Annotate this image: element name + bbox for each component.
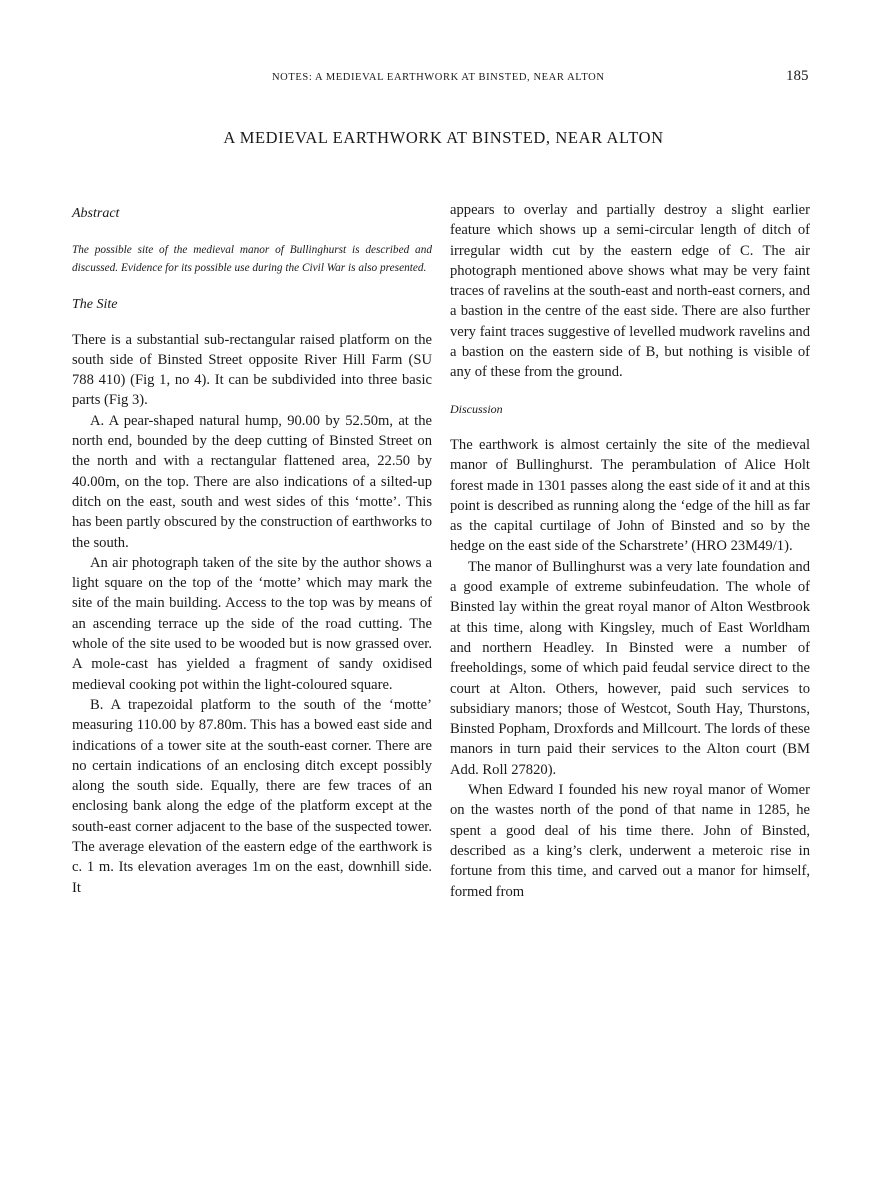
discussion-heading: Discussion — [450, 401, 503, 416]
site-paragraph-3: An air photograph taken of the site by the author shows a light square on the top of the ‘motte’ which may mark the site of the main building. Access to the top was by means of an ascending terrace up the side of the road cutting. The whole of the site used to be wooded but is now grassed over. A mole-cast has yielded a fragment of sandy oxidised medieval cooking pot within the light-coloured square. — [72, 554, 432, 693]
discussion-paragraph-2: The manor of Bullinghurst was a very late foundation and a good example of extreme subinfeudation. The whole of Binsted lay within the great royal manor of Alton Westbrook at this time, along with Kingsley, much of East Worldham and northern Headley. In Binsted were a number of freeholdings, some of which paid feudal service direct to the court at Alton. Others, however, paid such services to subsidiary manors; those of Westcot, South Hay, Thurstons, Binsted Popham, Droxfords and Millcourt. The lords of these manors in turn paid their services to the Alton court (BM Add. Roll 27820). — [450, 558, 810, 778]
page-number: 185 — [786, 68, 809, 84]
site-heading: The Site — [72, 297, 118, 313]
abstract-text: The possible site of the medieval manor of Bullinghurst is described and discussed. Evidence for its possible use during the Civil War is also presented. — [72, 244, 432, 274]
site-paragraph-1: There is a substantial sub-rectangular raised platform on the south side of Binsted Street opposite River Hill Farm (SU 788 410) (Fig 1, no 4). It can be subdivided into three basic parts (Fig 3). — [72, 331, 432, 409]
running-head — [0, 70, 887, 90]
discussion-paragraph-1: The earthwork is almost certainly the site of the medieval manor of Bullinghurst. The perambulation of Alice Holt forest made in 1301 passes along the east side of it and at this point is described as running along the ‘edge of the hill as far as the capital curtilage of John of Binsted and so by the hedge on the east side of the Scharstrete’ (HRO 23M49/1). — [450, 436, 810, 555]
right-column — [450, 200, 810, 902]
discussion-paragraph-3: When Edward I founded his new royal manor of Womer on the wastes north of the pond of that name in 1285, he spent a good deal of his time there. John of Binsted, described as a king’s clerk, underwent a meteroic rise in fortune from this time, and carved out a manor for himself, formed from — [450, 782, 810, 900]
site-paragraph-4: B. A trapezoidal platform to the south of the ‘motte’ measuring 110.00 by 87.80m. This has a bowed east side and indications of a tower site at the south-east corner. There are no certain indications of an enclosing ditch except possibly along the south side. Equally, there are few traces of an enclosing bank along the edge of the platform except at the south-east corner adjacent to the base of the suspected tower. The average elevation of the eastern edge of the earthwork is c. 1 m. Its elevation averages 1m on the east, downhill side. It — [72, 696, 432, 896]
left-column — [72, 200, 432, 898]
running-head-title: NOTES: A MEDIEVAL EARTHWORK AT BINSTED, NEAR ALTON — [272, 72, 605, 83]
abstract-heading: Abstract — [72, 206, 120, 221]
article-title: A MEDIEVAL EARTHWORK AT BINSTED, NEAR ALTON — [223, 128, 664, 147]
site-paragraph-2: A. A pear-shaped natural hump, 90.00 by 52.50m, at the north end, bounded by the deep cutting of Binsted Street on the north and with a rectangular flattened area, 22.50 by 40.00m, on the top. There are also indications of a silted-up ditch on the east, south and west sides of this ‘motte’. This has been partly obscured by the construction of earthworks to the south. — [72, 412, 432, 551]
site-paragraph-5: appears to overlay and partially destroy a slight earlier feature which shows up a semi-circular length of ditch of irregular width cut by the eastern edge of C. The air photograph mentioned above shows what may be very faint traces of ravelins at the south-east and north-east corners, and a bastion in the centre of the east side. There are also further very faint traces suggestive of levelled mudwork ravelins and a bastion on the eastern side of B, but nothing is visible of any of these from the ground. — [450, 202, 810, 381]
